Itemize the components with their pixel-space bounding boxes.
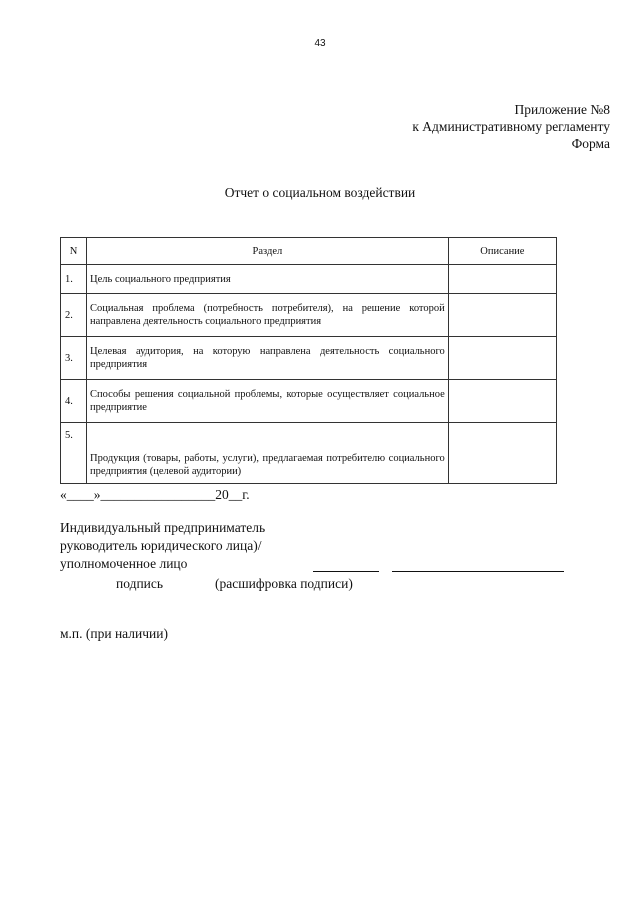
signature-caption: подпись xyxy=(116,576,164,591)
header-description: Описание xyxy=(448,238,556,265)
signatory-line-3: уполномоченное лицо xyxy=(60,556,188,571)
stamp-note: м.п. (при наличии) xyxy=(60,626,168,641)
header-section: Раздел xyxy=(87,238,449,265)
row-description-cell[interactable] xyxy=(448,380,556,423)
appendix-header xyxy=(412,101,610,152)
appendix-regulation: к Административному регламенту xyxy=(412,119,610,134)
table-row xyxy=(61,265,557,294)
row-section: Способы решения социальной проблемы, которые осуществляет социальное предприятие xyxy=(87,380,449,423)
signatory-block xyxy=(60,519,265,573)
row-number: 5. xyxy=(61,423,87,484)
row-section: Целевая аудитория, на которую направлена деятельность социального предприятия xyxy=(87,337,449,380)
appendix-number: Приложение №8 xyxy=(514,102,610,117)
date-line: «____»_________________20__г. xyxy=(60,487,250,502)
row-number: 3. xyxy=(61,337,87,380)
table-row xyxy=(61,294,557,337)
row-number: 2. xyxy=(61,294,87,337)
row-number: 4. xyxy=(61,380,87,423)
decode-underline xyxy=(392,571,564,572)
social-impact-table xyxy=(60,237,557,484)
signatory-line-1: Индивидуальный предприниматель xyxy=(60,520,266,535)
row-description-cell[interactable] xyxy=(448,337,556,380)
row-number: 1. xyxy=(61,265,87,294)
header-number: N xyxy=(61,238,87,265)
row-section: Цель социального предприятия xyxy=(87,265,449,294)
row-description-cell[interactable] xyxy=(448,294,556,337)
signature-underline xyxy=(313,571,379,572)
table-row xyxy=(61,337,557,380)
row-section: Продукция (товары, работы, услуги), предлагаемая потребителю социального предприятия (целевой аудитории) xyxy=(87,423,449,484)
table-row xyxy=(61,380,557,423)
row-description-cell[interactable] xyxy=(448,265,556,294)
document-title: Отчет о социальном воздействии xyxy=(224,185,416,200)
table-header-row xyxy=(61,238,557,265)
page-number: 43 xyxy=(314,38,326,49)
row-description-cell[interactable] xyxy=(448,423,556,484)
appendix-form-label: Форма xyxy=(571,136,610,151)
row-section: Социальная проблема (потребность потребителя), на решение которой направлена деятельность социального предприятия xyxy=(87,294,449,337)
decode-caption: (расшифровка подписи) xyxy=(215,576,353,591)
table-row xyxy=(61,423,557,484)
signatory-line-2: руководитель юридического лица)/ xyxy=(60,538,262,553)
